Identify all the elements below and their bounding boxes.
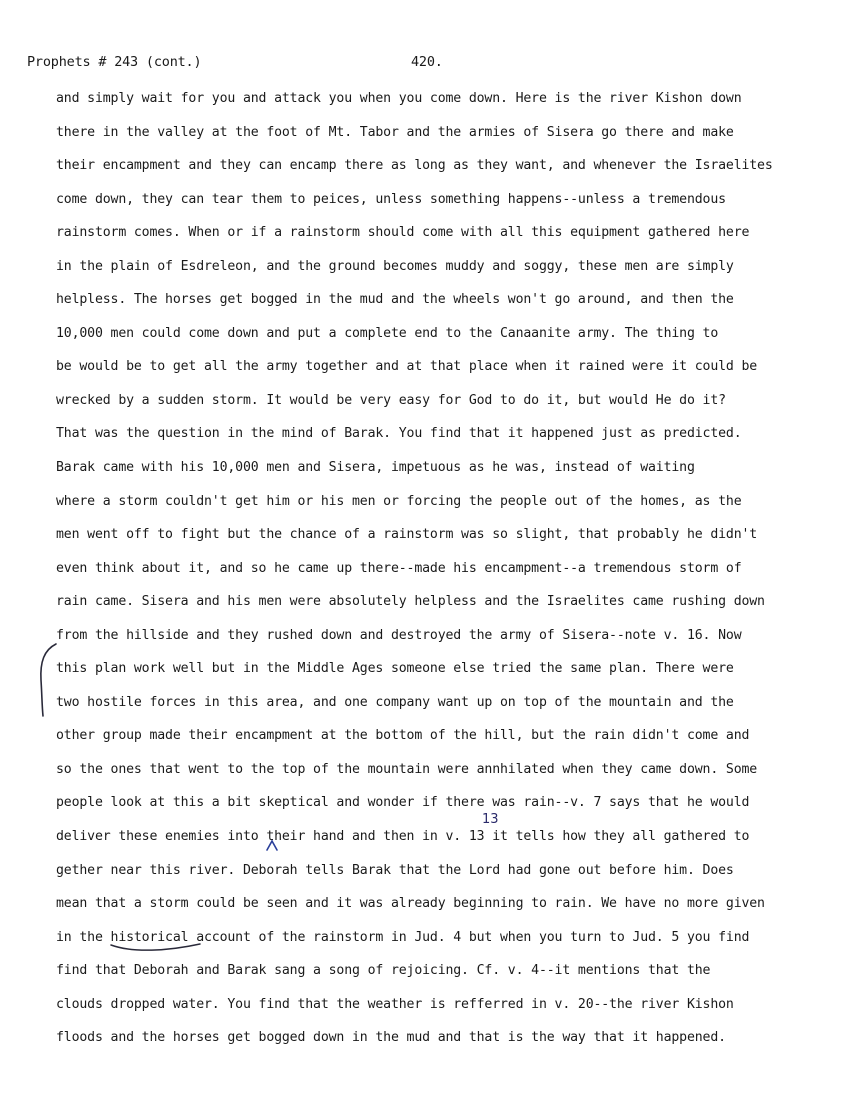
text-line: in the plain of Esdreleon, and the ground becomes muddy and soggy, these men are simply bbox=[56, 258, 734, 274]
text-line: two hostile forces in this area, and one company want up on top of the mountain and the bbox=[56, 694, 734, 710]
text-line: there in the valley at the foot of Mt. Tabor and the armies of Sisera go there and make bbox=[56, 124, 734, 140]
text-line: and simply wait for you and attack you when you come down. Here is the river Kishon down bbox=[56, 91, 742, 106]
text-line: clouds dropped water. You find that the weather is refferred in v. 20--the river Kishon bbox=[56, 996, 734, 1012]
text-line: from the hillside and they rushed down and destroyed the army of Sisera--note v. 16. Now bbox=[56, 627, 742, 643]
text-line: wrecked by a sudden storm. It would be very easy for God to do it, but would He do it? bbox=[56, 392, 726, 408]
text-line: 10,000 men could come down and put a complete end to the Canaanite army. The thing to bbox=[56, 325, 719, 341]
document-title: Prophets # 243 (cont.) bbox=[27, 54, 202, 70]
verse-correction-note: 13 bbox=[482, 812, 499, 827]
text-line: gether near this river. Deborah tells Barak that the Lord had gone out before him. Does bbox=[56, 862, 734, 878]
text-line: floods and the horses get bogged down in the mud and that is the way that it happened. bbox=[56, 1030, 726, 1046]
text-line: That was the question in the mind of Barak. You find that it happened just as predicted. bbox=[56, 426, 742, 442]
text-line: this plan work well but in the Middle Ages someone else tried the same plan. There were bbox=[56, 661, 734, 677]
text-line: people look at this a bit skeptical and wonder if there was rain--v. 7 says that he would bbox=[56, 795, 750, 811]
text-line: be would be to get all the army together and at that place when it rained were it could be bbox=[56, 359, 758, 375]
text-line: come down, they can tear them to peices, unless something happens--unless a tremendous bbox=[56, 191, 726, 207]
text-line: in the historical account of the rainstorm in Jud. 4 but when you turn to Jud. 5 you find bbox=[56, 929, 750, 945]
page-number: 420. bbox=[411, 54, 443, 70]
text-line: find that Deborah and Barak sang a song of rejoicing. Cf. v. 4--it mentions that the bbox=[56, 963, 711, 979]
text-line: helpless. The horses get bogged in the mud and the wheels won't go around, and then the bbox=[56, 292, 734, 308]
text-line: deliver these enemies into their hand and then in v. 13 it tells how they all gathered to bbox=[56, 829, 750, 845]
text-line: rain came. Sisera and his men were absolutely helpless and the Israelites came rushing down bbox=[56, 594, 765, 610]
text-line: other group made their encampment at the bottom of the hill, but the rain didn't come and bbox=[56, 728, 750, 744]
text-line: their encampment and they can encamp there as long as they want, and whenever the Israelites bbox=[56, 158, 773, 174]
text-line: rainstorm comes. When or if a rainstorm should come with all this equipment gathered here bbox=[56, 225, 750, 241]
text-line: even think about it, and so he came up there--made his encampment--a tremendous storm of bbox=[56, 560, 742, 576]
text-line: mean that a storm could be seen and it was already beginning to rain. We have no more given bbox=[56, 896, 765, 912]
text-line: so the ones that went to the top of the mountain were annhilated when they came down. Some bbox=[56, 761, 758, 777]
body-text bbox=[56, 88, 836, 1061]
text-line: where a storm couldn't get him or his men or forcing the people out of the homes, as the bbox=[56, 493, 742, 509]
page-header bbox=[27, 54, 827, 76]
text-line: Barak came with his 10,000 men and Sisera, impetuous as he was, instead of waiting bbox=[56, 460, 695, 476]
text-line: men went off to fight but the chance of a rainstorm was so slight, that probably he didn't bbox=[56, 527, 758, 543]
